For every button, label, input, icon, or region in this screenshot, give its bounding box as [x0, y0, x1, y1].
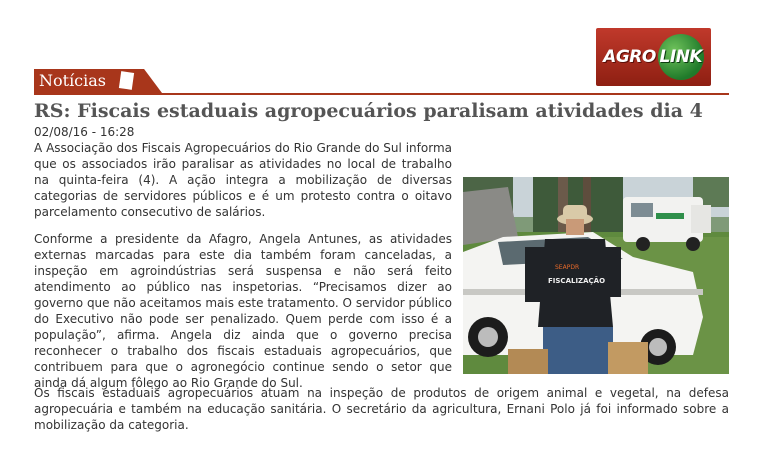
article-paragraph-3: Os fiscais estaduais agropecuários atuam na inspeção de produtos de origem animal e vegetal, na defesa agropecuária e também na educação sanitária. O secretário da agricultura, Ernani Polo já foi informado sobre a mobilização da categoria. [34, 386, 729, 432]
article-body-full [34, 385, 729, 433]
article-title: RS: Fiscais estaduais agropecuários paralisam atividades dia 4 [34, 100, 703, 122]
logo-text-agro: AGRO [603, 47, 656, 67]
vest-brand-text: SEAPDR [555, 264, 580, 271]
article-paragraph-1: A Associação dos Fiscais Agropecuários do Rio Grande do Sul informa que os associados irão paralisar as atividades no local de trabalho na quinta-feira (4). A ação integra a mobilização de diversas categorias de servidores públicos e é um protesto contra o oitavo parcelamento consecutivo de salários. [34, 141, 452, 219]
logo-text-link: LINK [659, 47, 703, 67]
section-label: Notícias [39, 71, 107, 90]
article-paragraph-2: Conforme a presidente da Afagro, Angela Antunes, as atividades externas marcadas para este dia também foram canceladas, a inspeção em agroindústrias será suspensa e não será feito atendimento ao público nas inspetorias. “Precisamos dizer ao governo que não aceitamos mais este tratamento. O servidor público do Executivo não pode ser penalizado. Quem perde com isso é a população”, afirma. Angela diz ainda que o governo precisa reconhecer o trabalho dos fiscais estaduais agropecuários, que contribuem para que o agronegócio continue sendo o setor que ainda dá algum fôlego ao Rio Grande do Sul. [34, 232, 452, 390]
article-photo [463, 177, 729, 374]
section-header [34, 69, 729, 95]
vest-label-text: FISCALIZAÇÃO [548, 277, 606, 285]
article-body-column [34, 140, 452, 402]
section-divider [34, 93, 729, 95]
article-date: 02/08/16 - 16:28 [34, 125, 135, 139]
document-icon [119, 71, 134, 90]
